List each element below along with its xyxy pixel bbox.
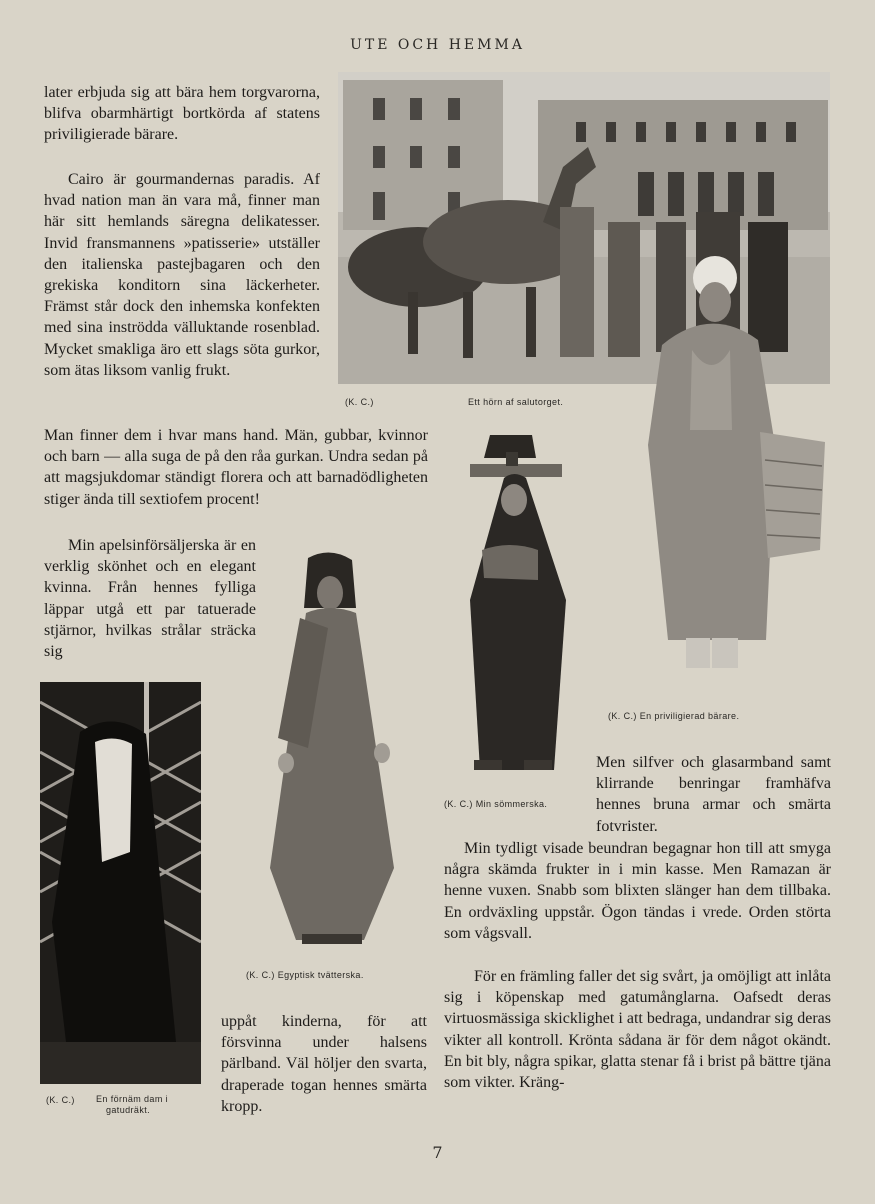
- paragraph-armband: Men silfver och glasarmband samt klirrande benringar framhäfva hennes bruna armar och smärta fotvrister.: [596, 754, 831, 835]
- seamstress-caption: (K. C.) Min sömmerska.: [444, 799, 548, 809]
- washerwoman-photo: [268, 548, 398, 948]
- paragraph-cairo-gourmander: Cairo är gourmandernas paradis. Af hvad nation man än vara må, finner man här sitt hemlands säregna delikatesser. Invid fransmannens »patisserie» utställer den italienska pastejbagaren och den grekiska konditorn sina läckerheter. Främst står dock den inhemska konfekten med sina inströdda välluktande rosenblad. Mycket smakliga äro ett slags söta gurkor, som ätas liksom vanlig frukt.: [44, 171, 320, 379]
- lady-caption-line2: gatudräkt.: [106, 1105, 151, 1115]
- paragraph-togan: uppåt kinderna, för att försvinna under halsens pärlband. Väl höljer den svarta, draperade togan hennes smärta kropp.: [221, 1013, 427, 1115]
- lady-photo: [40, 682, 201, 1084]
- lady-credit-caption: (K. C.): [46, 1095, 75, 1105]
- paragraph-framling: För en främling faller det sig svårt, ja omöjligt att inlåta sig i köpenskap med gatumånglarna. Oafsedt deras virtuosmässiga skicklighet i att bedraga, undandrar sig deras vikter all kontroll. Krönta sådana är för dem något okändt. En bit bly, några spikar, glatta stenar få i brist på bättre tjäna som vikter. Kräng-: [444, 968, 831, 1092]
- lady-caption-line1: En förnäm dam i: [96, 1094, 169, 1104]
- market-caption: Ett hörn af salutorget.: [468, 397, 564, 407]
- porter-caption: (K. C.) En priviligierad bärare.: [608, 711, 740, 721]
- paragraph-beundran: Min tydligt visade beundran begagnar hon till att smyga några skämda frukter in i min kasse. Men Ramazan är henne vuxen. Snabb som blixten slänger han dem tillbaka. En ordväxling uppstår. Ögon tändas i vrede. Orden störta som vågsvall.: [444, 840, 831, 942]
- seamstress-photo: [462, 430, 574, 780]
- paragraph-gurkan: Man finner dem i hvar mans hand. Män, gubbar, kvinnor och barn — alla suga de på den råa gurkan. Undra sedan på att magsjukdomar ständigt florera och att barnadödligheten stiger ända till sextiofem procent!: [44, 427, 428, 508]
- running-header: UTE OCH HEMMA: [350, 37, 525, 53]
- page-number: 7: [432, 1143, 443, 1162]
- paragraph-apelsinforsaljerska: Min apelsinförsäljerska är en verklig skönhet och en elegant kvinna. Från hennes fylliga läppar utgå ett par tatuerade stjärnor, hvilkas strålar sträcka sig: [44, 537, 256, 661]
- market-credit-caption: (K. C.): [345, 397, 374, 407]
- paragraph-gurkor-intro: later erbjuda sig att bära hem torgvarorna, blifva obarmhärtigt bortkörda af statens priviligierade bärare.: [44, 84, 320, 144]
- porter-photo: [640, 250, 830, 690]
- washerwoman-caption: (K. C.) Egyptisk tvätterska.: [246, 970, 364, 980]
